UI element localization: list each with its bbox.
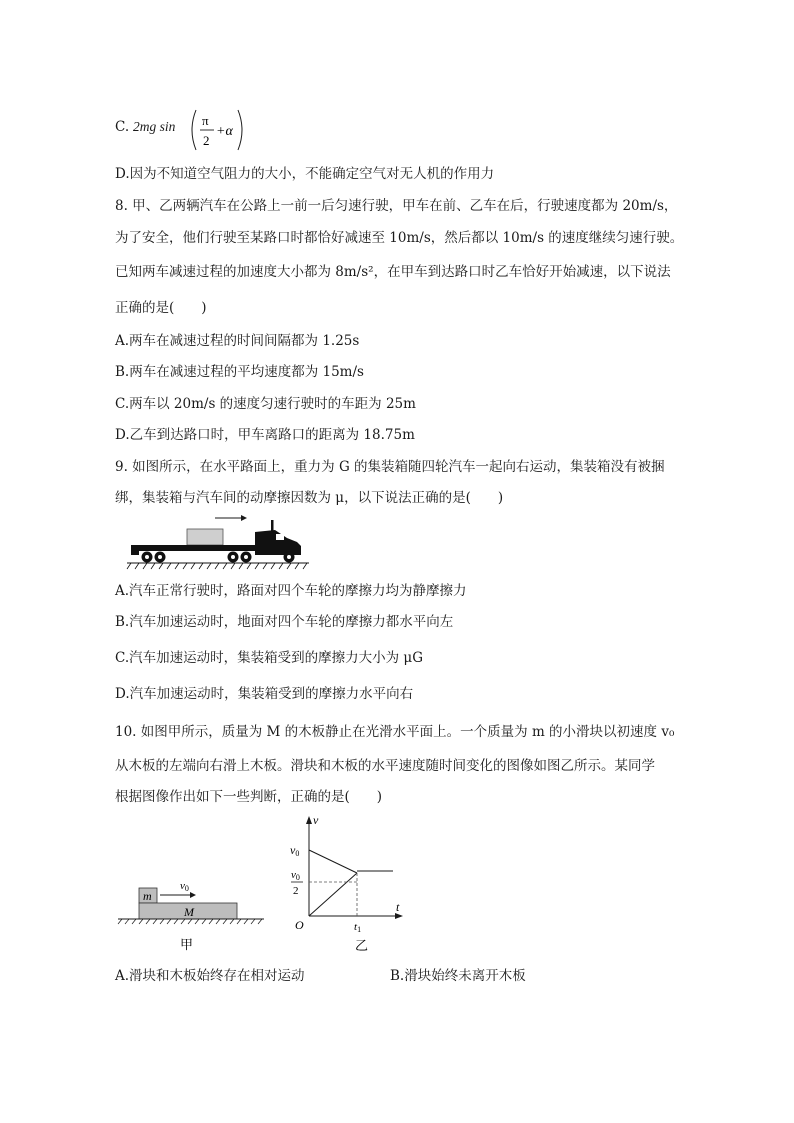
q8-stem-line-2: 为了安全，他们行驶至某路口时都恰好减速至 10m/s，然后都以 10m/s 的速度继续匀速行驶。 [115, 230, 684, 246]
velocity-label: v0 [180, 880, 189, 893]
origin-label: O [295, 918, 304, 932]
trailer-bed [131, 545, 261, 551]
q10-stem-line-1: 10. 如图甲所示，质量为 M 的木板静止在光滑水平面上。一个质量为 m 的小滑块以初速度 v₀ [115, 724, 675, 740]
figure-yi-vt-graph [285, 812, 415, 957]
q8-option-b: B.两车在减速过程的平均速度都为 15m/s [115, 364, 364, 380]
denominator: 2 [203, 133, 210, 148]
velocity-arrow-head [190, 892, 196, 898]
t1-label: t1 [354, 921, 362, 934]
q9-option-a: A.汽车正常行驶时，路面对四个车轮的摩擦力均为静摩擦力 [115, 583, 467, 599]
q8-stem-line-4: 正确的是( ) [115, 300, 207, 316]
ground-hatching [127, 563, 307, 569]
q9-option-d: D.汽车加速运动时，集装箱受到的摩擦力水平向右 [115, 686, 414, 702]
v-axis-arrow [306, 816, 312, 824]
board-velocity-line [309, 873, 357, 916]
cab-window [276, 534, 284, 540]
q8-stem-line-3: 已知两车减速过程的加速度大小都为 8m/s²，在甲车到达路口时乙车恰好开始减速，以下说法 [115, 264, 671, 280]
q8-stem-line-1: 8. 甲、乙两辆汽车在公路上一前一后匀速行驶，甲车在前、乙车在后，行驶速度都为 20m/s， [115, 198, 678, 214]
v0-label: v0 [290, 843, 300, 858]
motion-arrow-head [241, 515, 247, 521]
figure-jia-caption: 甲 [180, 937, 194, 952]
q7-option-d: D.因为不知道空气阻力的大小，不能确定空气对无人机的作用力 [115, 166, 495, 182]
half-v0-numerator: v0 [291, 869, 300, 882]
q7-option-c-prefix: C. [115, 119, 130, 135]
q8-option-a: A.两车在减速过程的时间间隔都为 1.25s [115, 333, 360, 349]
v-axis-label: v [313, 813, 319, 827]
plus-alpha: +α [216, 124, 233, 139]
q9-option-c: C.汽车加速运动时，集装箱受到的摩擦力大小为 μG [115, 650, 423, 666]
q9-stem-line-1: 9. 如图所示，在水平路面上，重力为 G 的集装箱随四轮汽车一起向右运动，集装箱没有被捆 [115, 459, 665, 475]
right-paren [238, 110, 242, 150]
q9-option-b: B.汽车加速运动时，地面对四个车轮的摩擦力都水平向左 [115, 614, 454, 630]
truck-cab [255, 530, 301, 555]
q9-stem-line-2: 绑，集装箱与汽车间的动摩擦因数为 μ，以下说法正确的是( ) [115, 490, 504, 506]
q10-stem-line-2: 从木板的左端向右滑上木板。滑块和木板的水平速度随时间变化的图像如图乙所示。某同学 [115, 758, 655, 774]
q7-option-c-main: 2mg sin [133, 119, 176, 134]
container-box [187, 529, 223, 545]
figure-yi-caption: 乙 [355, 938, 369, 953]
q8-option-d: D.乙车到达路口时，甲车离路口的距离为 18.75m [115, 427, 415, 443]
block-velocity-line [309, 850, 357, 873]
q7-option-c-fraction [188, 108, 248, 152]
truck-figure [125, 512, 315, 572]
half-v0-denominator: 2 [293, 885, 299, 897]
trailer-rear [131, 551, 139, 555]
figure-jia [112, 868, 272, 958]
board-label: M [184, 905, 194, 919]
small-block-label: m [143, 889, 152, 903]
surface-hatching [118, 919, 262, 924]
t-axis-label: t [396, 900, 400, 914]
q10-option-a: A.滑块和木板始终存在相对运动 [115, 968, 305, 984]
q10-stem-line-3: 根据图像作出如下一些判断，正确的是( ) [115, 789, 383, 805]
exhaust-stack [271, 520, 274, 532]
left-paren [192, 110, 196, 150]
q10-option-b: B.滑块始终未离开木板 [390, 968, 526, 984]
pi-symbol: π [202, 113, 209, 128]
q7-option-c [115, 108, 275, 152]
q8-option-c: C.两车以 20m/s 的速度匀速行驶时的车距为 25m [115, 396, 416, 412]
